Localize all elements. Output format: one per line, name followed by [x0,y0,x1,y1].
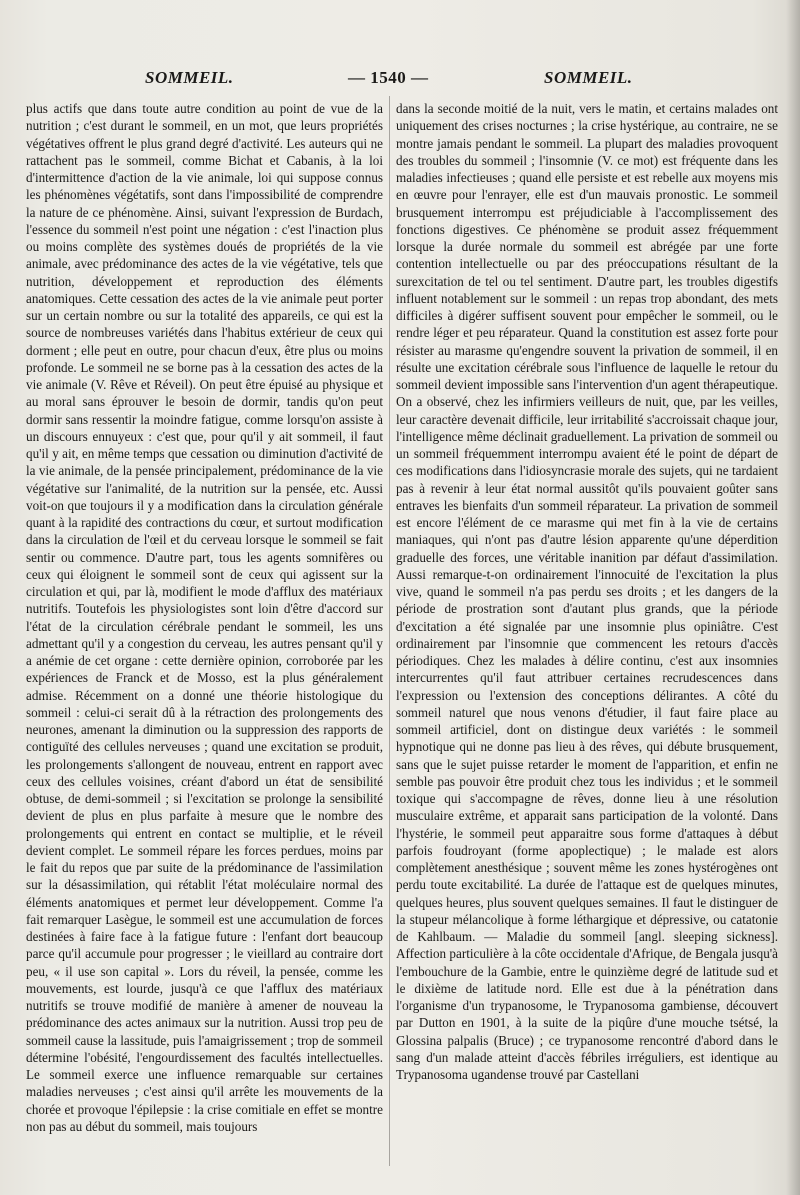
column-divider [389,96,390,1166]
header-left-title: SOMMEIL. [145,68,234,87]
right-column [396,100,778,1083]
running-head [0,68,800,96]
left-column-text: plus actifs que dans toute autre condition au point de vue de la nutrition ; c'est durant le sommeil, en un mot, que leurs propriétés végétatives offrent le plus grand degré d'activité. Les auteurs qui ne rattachent pas le sommeil, comme Bichat et Cabanis, à la loi d'intermittence d'action de la vie animale, loi qui suppose connus les phénomènes végétatifs, sont dans l'impossibilité de comprendre la nature de ce phénomène. Ainsi, suivant l'expression de Burdach, l'essence du sommeil n'est point une négation : c'est l'inaction plus ou moins complète des systèmes doués de propriétés de la vie animale, avec prédominance des actes de la vie végétative, tels que nutrition, développement et reproduction des éléments anatomiques. Cette cessation des actes de la vie animale peut porter sur un certain nombre ou sur la totalité des appareils, ce qui est la source de nombreuses variétés dans l'habitus extérieur de ceux qui dorment ; elle peut en outre, pour chacun d'eux, être plus ou moins profonde. Le sommeil ne se borne pas à la cessation des actes de la vie animale (V. Rêve et Réveil). On peut être épuisé au physique et au moral sans éprouver le besoin de dormir, tandis qu'on peut dormir sans ressentir la moindre fatigue, comme lorsqu'on assiste à un discours ennuyeux : c'est que, pour qu'il y ait sommeil, il faut qu'il y ait, en même temps que cessation ou diminution d'activité de la vie animale, de la pensée principalement, prédominance de la vie végétative sur l'animalité, de la nutrition sur la pensée, etc. Aussi voit-on que toujours il y a modification dans la circulation générale quant à la rapidité des contractions du cœur, et surtout modification dans la circulation de l'œil et du cerveau lorsque le sommeil se fait sentir ou commence. D'autre part, tous les agents somnifères ou ceux qui éloignent le sommeil sont de ceux qui agissent sur la circulation et qui, par là, modifient le mode d'afflux des matériaux nutritifs. Toutefois les physiologistes sont loin d'être d'accord sur l'état de la circulation cérébrale pendant le sommeil, les uns admettant qu'il y a congestion du cerveau, les autres pensant qu'il y a anémie de cet organe : cette dernière opinion, corroborée par les expériences de Franck et de Mosso, est la plus généralement admise. Récemment on a donné une théorie histologique du sommeil : celui-ci serait dû à la rétraction des prolongements des neurones, amenant la diminution ou la suppression des rapports de contiguïté des cellules nerveuses ; quand une excitation se produit, les prolongements s'allongent de nouveau, entrent en rapport avec ceux des cellules voisines, créant d'abord un état de sensibilité obtuse, de demi-sommeil ; si l'excitation se prolonge la sensibilité devient de plus en plus parfaite à mesure que le nombre des prolongements qui entrent en contact se multiplie, et le réveil devient complet. Le sommeil répare les forces perdues, moins par le fait du repos que par suite de la prédominance de l'assimilation sur la désassimilation, qui rétablit l'état moléculaire normal des éléments anatomiques et permet leur développement. Comme l'a fait remarquer Lasègue, le sommeil est une accumulation de forces destinées à faire face à la fatigue future : l'enfant dort beaucoup parce qu'il accumule pour progresser ; le vieillard au contraire dort peu, « il use son capital ». Lors du réveil, la pensée, comme les mouvements, est lourde, jusqu'à ce que l'afflux des matériaux nutritifs se trouve modifié de manière à amener de nouveau la prédominance des actes animaux sur la nutrition. Aussi trop peu de sommeil cause la lassitude, puis l'amaigrissement ; trop de sommeil détermine l'obésité, l'engourdissement des facultés intellectuelles. Le sommeil exerce une influence remarquable sur certaines maladies nerveuses ; c'est ainsi qu'il arrête les mouvements de la chorée et provoque l'épilepsie : la crise comitiale en effet se montre non pas au début du sommeil, mais toujours [26,101,383,1134]
header-right-title: SOMMEIL. [544,68,633,87]
left-column [26,100,383,1135]
right-column-text: dans la seconde moitié de la nuit, vers le matin, et certains malades ont uniquement des crises nocturnes ; la crise hystérique, au contraire, ne se montre jamais pendant le sommeil. La plupart des maladies provoquent des troubles du sommeil ; l'insomnie (V. ce mot) est fréquente dans les maladies infectieuses ; quand elle persiste et est rebelle aux moyens mis en œuvre pour l'enrayer, elle est d'un mauvais pronostic. Le sommeil brusquement interrompu est préjudiciable à l'accomplissement des fonctions digestives. Ce phénomène se produit assez fréquemment lorsque la durée normale du sommeil est abrégée par une forte contention intellectuelle ou par des préoccupations résultant de la surexcitation de tel ou tel sentiment. D'autre part, les troubles digestifs influent notablement sur le sommeil : un repas trop abondant, des mets difficiles à digérer suffisent souvent pour empêcher le sommeil, ou le rendre léger et peu réparateur. Quand la constitution est assez forte pour résister au marasme qu'engendre souvent la privation de sommeil, il en résulte une excitation cérébrale sous l'influence de laquelle le retour du sommeil devient impossible sans l'intervention d'un agent thérapeutique. On a observé, chez les infirmiers veilleurs de nuit, que, par les veilles, leur caractère devenait difficile, leur irritabilité s'accroissait chaque jour, l'intelligence même déclinait graduellement. La privation de sommeil ou un sommeil fréquemment interrompu avaient été le point de départ de ces modifications dans l'idiosyncrasie morale des sujets, qui ne tardaient pas à revenir à leur état normal aussitôt qu'ils pouvaient goûter sans entraves les bienfaits d'un sommeil réparateur. La privation de sommeil est encore l'élément de ce marasme qui met fin à la vie de certains maniaques, qui n'ont pas d'autre lésion apparente qu'une déperdition graduelle des forces, une véritable inanition par défaut d'assimilation. Aussi remarque-t-on ordinairement l'innocuité de l'excitation la plus vive, quand le sommeil n'a pas perdu ses droits ; et les dangers de la période de prostration sont d'autant plus grands, que la période d'excitation a été signalée par une insomnie plus opiniâtre. C'est ordinairement par l'insomnie que commencent les retours d'accès périodiques. Chez les malades à délire continu, c'est aux insomnies intercurrentes qu'il faut attribuer certaines recrudescences dans l'expression ou l'extension des conceptions délirantes. A côté du sommeil naturel que nous venons d'étudier, il faut faire place au sommeil artificiel, dont on distingue deux variétés : le sommeil hypnotique qui ne donne pas lieu à des rêves, qui débute brusquement, sans que le sujet puisse retarder le moment de l'apparition, et enfin ne semble pas pouvoir être produit chez tous les individus ; et le sommeil toxique qui s'accompagne de rêves, donne lieu à une résolution musculaire extrême, et apparait sans participation de la volonté. Dans l'hystérie, le sommeil peut apparaitre sous forme d'attaques à début parfois foudroyant (forme apoplectique) ; le malade est alors complètement anesthésique ; souvent même les zones hystérogènes ont perdu toute excitabilité. La durée de l'attaque est de quelques minutes, quelques heures, plus souvent quelques semaines. Il faut le distinguer de la stupeur mélancolique à forme léthargique et dépressive, ou catatonie de Kahlbaum. — Maladie du sommeil [angl. sleeping sickness]. Affection particulière à la côte occidentale d'Afrique, de Bengala jusqu'à l'embouchure de la Gambie, entre le quinzième degré de latitude sud et le dixième de latitude nord. Elle est due à la pénétration dans l'organisme d'un trypanosome, le Trypanosoma gambiense, découvert par Dutton en 1901, à la suite de la piqûre d'une mouche tsétsé, la Glossina palpalis (Bruce) ; ce trypanosome rencontré d'abord dans le sang d'un malade atteint d'accès fébriles irréguliers, est identique au Trypanosoma ugandense trouvé par Castellani [396,101,778,1082]
page-number: — 1540 — [348,68,429,87]
